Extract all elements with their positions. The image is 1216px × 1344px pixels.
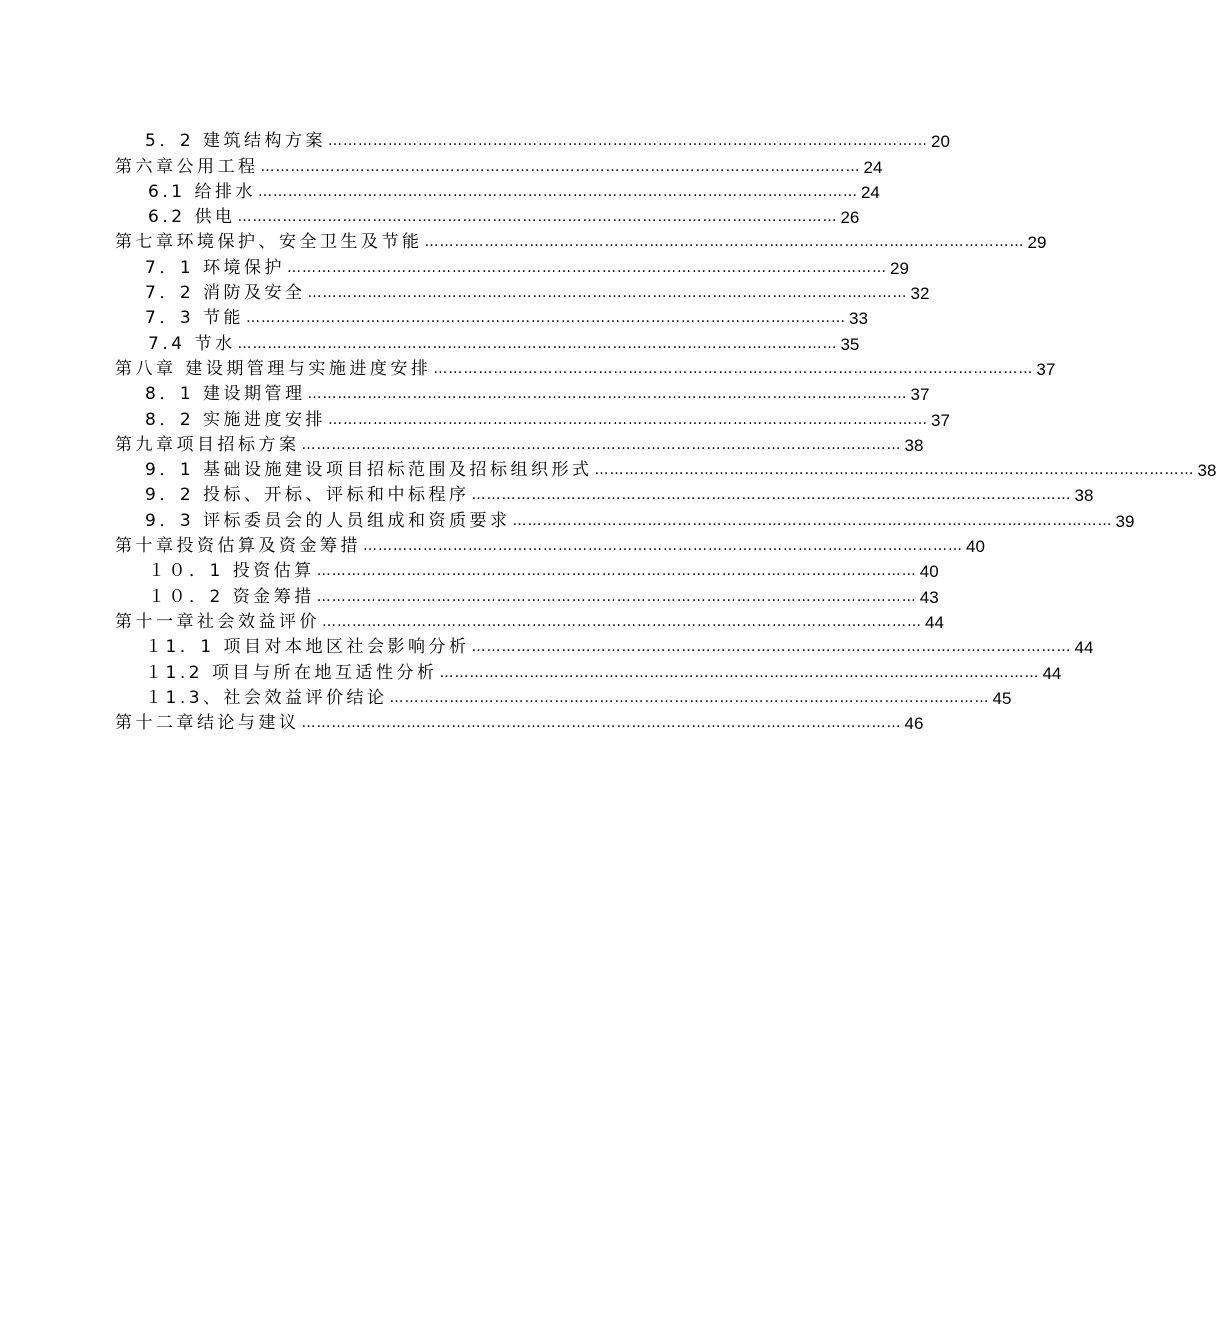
toc-page-number: 29	[890, 258, 909, 278]
toc-entry-chapter[interactable]	[115, 431, 924, 456]
toc-page-number: 46	[904, 714, 924, 734]
toc-entry-label: 7．2 消防及安全	[145, 283, 306, 304]
toc-entry-label: １1.3、社会效益评价结论	[145, 687, 388, 708]
toc-entry-label: 第十二章结论与建议	[115, 713, 300, 734]
toc-dot-leader: …………………………………………………………………………………………………………	[471, 487, 1072, 504]
toc-page-number: 37	[910, 385, 930, 405]
toc-entry-section[interactable]	[145, 456, 1216, 481]
toc-dot-leader: …………………………………………………………………………………………………………	[316, 563, 917, 580]
toc-entry-section[interactable]	[148, 557, 939, 582]
toc-dot-leader: …………………………………………………………………………………………………………	[512, 512, 1113, 529]
toc-entry-label: １1.2 项目与所在地互适性分析	[145, 662, 438, 683]
toc-entry-label: １０．1 投资估算	[148, 561, 315, 582]
toc-dot-leader: …………………………………………………………………………………………………………	[257, 183, 858, 200]
toc-entry-section[interactable]	[148, 582, 939, 607]
toc-entry-section[interactable]	[145, 684, 1012, 709]
toc-dot-leader: …………………………………………………………………………………………………………	[433, 360, 1034, 377]
toc-dot-leader: …………………………………………………………………………………………………………	[246, 310, 847, 327]
toc-dot-leader: …………………………………………………………………………………………………………	[316, 588, 917, 605]
table-of-contents	[0, 127, 1216, 734]
toc-entry-section[interactable]	[145, 481, 1094, 506]
toc-entry-section[interactable]	[145, 279, 930, 304]
toc-entry-section[interactable]	[148, 178, 880, 203]
toc-dot-leader: …………………………………………………………………………………………………………	[237, 335, 838, 352]
toc-entry-section[interactable]	[148, 329, 860, 354]
toc-dot-leader: …………………………………………………………………………………………………………	[322, 613, 922, 630]
toc-dot-leader: …………………………………………………………………………………………………………	[439, 664, 1040, 681]
toc-entry-label: 6.1 给排水	[148, 181, 256, 202]
toc-page-number: 44	[1042, 663, 1062, 683]
toc-entry-label: 7．1 环境保护	[145, 257, 286, 278]
toc-entry-label: １０．2 资金筹措	[148, 586, 315, 607]
toc-page-number: 38	[904, 435, 924, 455]
toc-entry-section[interactable]	[145, 633, 1094, 658]
toc-entry-chapter[interactable]	[115, 709, 924, 734]
toc-page-number: 35	[840, 334, 860, 354]
toc-page-number: 38	[1197, 461, 1216, 481]
toc-entry-label: 8．2 实施进度安排	[145, 409, 327, 430]
toc-dot-leader: …………………………………………………………………………………………………………	[594, 462, 1195, 479]
toc-dot-leader: …………………………………………………………………………………………………………	[307, 285, 908, 302]
toc-entry-section[interactable]	[145, 380, 930, 405]
toc-entry-section[interactable]	[145, 304, 868, 329]
toc-page-number: 39	[1115, 511, 1135, 531]
toc-entry-label: 第十一章社会效益评价	[115, 611, 320, 632]
toc-page-number: 29	[1027, 233, 1047, 253]
toc-page-number: 24	[863, 157, 883, 177]
toc-entry-section[interactable]	[145, 506, 1135, 531]
toc-page-number: 26	[840, 208, 860, 228]
toc-entry-label: 6.2 供电	[148, 207, 236, 228]
toc-entry-label: 8．1 建设期管理	[145, 384, 306, 405]
toc-page-number: 33	[849, 309, 868, 329]
toc-entry-label: 第十章投资估算及资金筹措	[115, 536, 361, 557]
toc-entry-label: １1．1 项目对本地区社会影响分析	[145, 637, 470, 658]
toc-dot-leader: …………………………………………………………………………………………………………	[471, 639, 1072, 656]
toc-page-number: 45	[992, 688, 1012, 708]
toc-entry-label: 9．1 基础设施建设项目招标范围及招标组织形式	[145, 460, 593, 481]
toc-entry-chapter[interactable]	[115, 532, 985, 557]
toc-entry-label: 7．3 节能	[145, 308, 245, 329]
toc-dot-leader: …………………………………………………………………………………………………………	[301, 436, 902, 453]
toc-entry-label: 第九章项目招标方案	[115, 434, 300, 455]
toc-dot-leader: …………………………………………………………………………………………………………	[260, 158, 861, 175]
toc-entry-section[interactable]	[145, 127, 950, 152]
toc-entry-label: 5．2 建筑结构方案	[145, 131, 327, 152]
toc-entry-label: 第七章环境保护、安全卫生及节能	[115, 232, 423, 253]
toc-entry-chapter[interactable]	[115, 608, 944, 633]
toc-dot-leader: …………………………………………………………………………………………………………	[287, 259, 888, 276]
toc-entry-section[interactable]	[148, 203, 860, 228]
toc-entry-label: 9．3 评标委员会的人员组成和资质要求	[145, 510, 511, 531]
toc-page-number: 40	[966, 537, 985, 557]
toc-page-number: 44	[925, 612, 944, 632]
toc-entry-section[interactable]	[145, 253, 909, 278]
toc-page-number: 38	[1074, 486, 1094, 506]
toc-entry-chapter[interactable]	[115, 152, 883, 177]
toc-page-number: 32	[910, 284, 930, 304]
toc-page-number: 24	[860, 182, 880, 202]
toc-entry-label: 7.4 节水	[148, 333, 236, 354]
toc-dot-leader: …………………………………………………………………………………………………………	[363, 538, 963, 555]
toc-page-number: 40	[919, 562, 939, 582]
toc-dot-leader: …………………………………………………………………………………………………………	[307, 386, 908, 403]
toc-page-number: 44	[1074, 638, 1094, 658]
toc-page-number: 43	[919, 587, 939, 607]
toc-entry-label: 9．2 投标、开标、评标和中标程序	[145, 485, 470, 506]
toc-entry-chapter[interactable]	[115, 355, 1056, 380]
toc-dot-leader: …………………………………………………………………………………………………………	[328, 133, 929, 150]
toc-entry-section[interactable]	[145, 405, 950, 430]
toc-entry-label: 第八章 建设期管理与实施进度安排	[115, 358, 432, 379]
toc-entry-chapter[interactable]	[115, 228, 1047, 253]
toc-dot-leader: …………………………………………………………………………………………………………	[328, 411, 929, 428]
toc-dot-leader: …………………………………………………………………………………………………………	[301, 715, 902, 732]
toc-page-number: 20	[931, 132, 950, 152]
toc-page-number: 37	[1036, 359, 1056, 379]
toc-entry-section[interactable]	[145, 658, 1062, 683]
toc-dot-leader: …………………………………………………………………………………………………………	[424, 234, 1025, 251]
toc-entry-label: 第六章公用工程	[115, 156, 259, 177]
toc-page-number: 37	[931, 410, 950, 430]
toc-dot-leader: …………………………………………………………………………………………………………	[237, 209, 838, 226]
toc-dot-leader: …………………………………………………………………………………………………………	[389, 689, 990, 706]
